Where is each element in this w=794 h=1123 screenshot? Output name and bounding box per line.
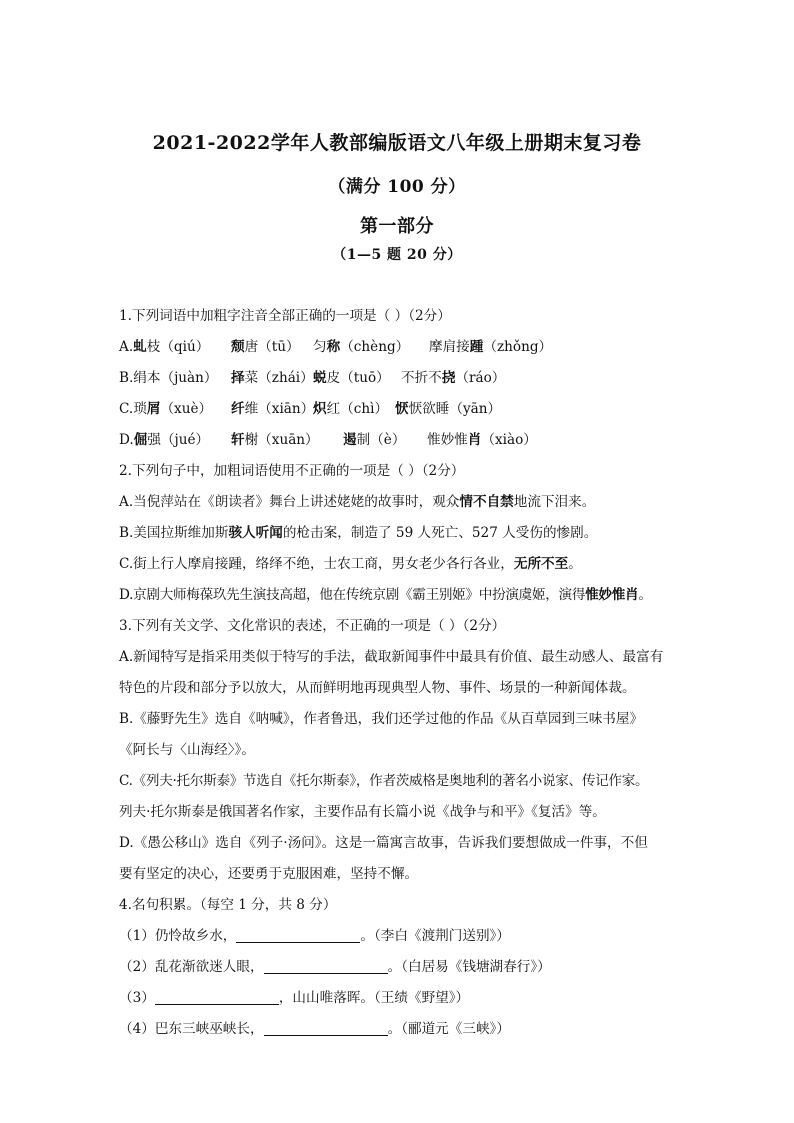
q2-option-d: D.京剧大师梅葆玖先生演技高超，他在传统京剧《霸王别姬》中扮演虞姬，演得惟妙惟肖。: [119, 587, 652, 603]
q1-a-item-1: A.虬枝（qiú）: [119, 339, 210, 355]
q3-line: D.《愚公移山》选自《列子·汤问》。这是一篇寓言故事，告诉我们要想做成一件事，不但: [119, 835, 648, 851]
q1-a-item-2: 颓唐（tū）: [231, 339, 300, 355]
q1-b-item-1: B.绢本（juàn）: [119, 370, 218, 386]
q1-c-item-4: 恹恹欲睡（yān）: [395, 401, 502, 417]
q1-a-item-4: 摩肩接踵（zhǒng）: [429, 339, 553, 355]
q1-d-item-1: D.倔强（jué）: [119, 432, 210, 448]
q1-b-item-2: 择菜（zhái）: [231, 370, 314, 386]
full-score: （满分 100 分）: [328, 177, 466, 197]
q2-option-c: C.街上行人摩肩接踵，络绎不绝，士农工商，男女老少各行各业，无所不至。: [119, 556, 582, 572]
answer-blank[interactable]: [236, 928, 360, 943]
q1-option-b: [119, 368, 679, 388]
exam-title: 2021-2022学年人教部编版语文八年级上册期末复习卷: [152, 132, 642, 154]
q1-c-item-1: C.琐屑（xuè）: [119, 401, 213, 417]
q2-option-b: B.美国拉斯维加斯骇人听闻的枪击案，制造了 59 人死亡、527 人受伤的惨剧。: [119, 525, 598, 541]
question-range: （1—5 题 20 分）: [332, 247, 462, 263]
q4-item: （1）仍怜故乡水， 。（李白《渡荆门送别》）: [119, 928, 510, 944]
q2-stem: 2.下列句子中，加粗词语使用不正确的一项是（ ）（2分）: [119, 463, 465, 479]
answer-blank[interactable]: [264, 959, 388, 974]
q1-c-item-2: 纤维（xiān）: [231, 401, 315, 417]
q3-line: 特色的片段和部分予以放大，从而鲜明地再现典型人物、事件、场景的一种新闻体裁。: [119, 680, 636, 696]
q4-stem: 4.名句积累。（每空 1 分，共 8 分）: [119, 897, 337, 913]
q1-c-item-3: 炽红（chì）: [313, 401, 389, 417]
q3-line: A.新闻特写是指采用类似于特写的手法，截取新闻事件中最具有价值、最生动感人、最富有: [119, 649, 664, 665]
q3-stem: 3.下列有关文学、文化常识的表述，不正确的一项是（ ）（2分）: [119, 618, 506, 634]
part-heading: 第一部分: [360, 216, 434, 237]
q1-d-item-4: 惟妙惟肖（xiào）: [427, 432, 537, 448]
q1-b-item-4: 不折不挠（ráo）: [401, 370, 506, 386]
q1-option-c: [119, 399, 679, 419]
q4-item: （4）巴东三峡巫峡长， 。（郦道元《三峡》）: [119, 1021, 510, 1037]
q1-option-d: [119, 430, 679, 450]
q1-d-item-2: 轩榭（xuān）: [231, 432, 319, 448]
q1-a-item-3: 匀称（chèng）: [313, 339, 410, 355]
q4-item: （2）乱花渐欲迷人眼， 。（白居易《钱塘湖春行》）: [119, 959, 551, 975]
q1-stem: 1.下列词语中加粗字注音全部正确的一项是（ ）（2分）: [119, 308, 451, 324]
q1-d-item-3: 遏制（è）: [343, 432, 406, 448]
q3-line: 《阿长与〈山海经〉》。: [119, 742, 255, 758]
answer-blank[interactable]: [155, 990, 279, 1005]
q2-option-a: A.当倪萍站在《朗读者》舞台上讲述姥姥的故事时，观众情不自禁地流下泪来。: [119, 494, 596, 510]
q4-item: （3） ，山山唯落晖。（王绩《野望》）: [119, 990, 470, 1006]
answer-blank[interactable]: [264, 1021, 388, 1036]
q3-line: 列夫·托尔斯泰是俄国著名作家，主要作品有长篇小说《战争与和平》《复活》等。: [119, 804, 606, 820]
q1-option-a: [119, 337, 679, 357]
q3-line: B.《藤野先生》选自《呐喊》，作者鲁迅，我们还学过他的作品《从百草园到三味书屋》: [119, 711, 644, 727]
q3-line: C.《列夫·托尔斯泰》节选自《托尔斯泰》，作者茨威格是奥地利的著名小说家、传记作家。: [119, 773, 649, 789]
q3-line: 要有坚定的决心，还要勇于克服困难，坚持不懈。: [119, 866, 419, 882]
q1-b-item-3: 蜕皮（tuō）: [313, 370, 390, 386]
